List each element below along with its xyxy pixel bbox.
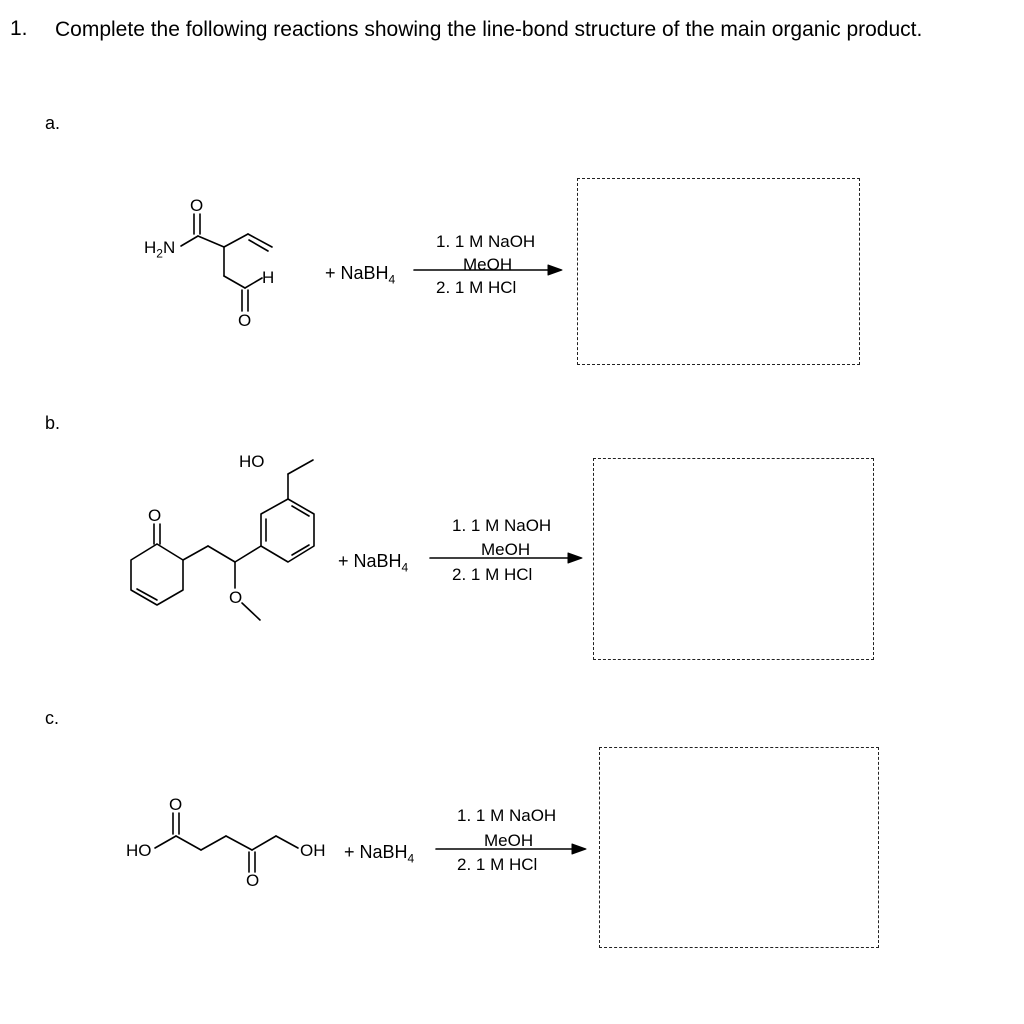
- part-a-aldehyde-oxygen: O: [238, 311, 252, 330]
- part-b-condition-solvent: MeOH: [481, 540, 531, 559]
- part-c-acid-oxygen: O: [169, 795, 183, 814]
- question-text: Complete the following reactions showing the line-bond structure of the main organic product.: [55, 18, 923, 41]
- part-b-reactant-structure: [131, 460, 314, 620]
- part-c-condition-step2: 2. 1 M HCl: [457, 855, 538, 874]
- part-a-answer-box[interactable]: [577, 178, 860, 365]
- part-c-reactant-structure: [155, 813, 298, 872]
- part-c-label: c.: [45, 708, 60, 728]
- part-a-reagent: + NaBH$_4$: [325, 263, 396, 287]
- part-b-hydroxy-label: HO: [239, 452, 265, 471]
- part-a-label: a.: [45, 113, 61, 133]
- part-a-condition-step2: 2. 1 M HCl: [436, 278, 517, 297]
- part-c-reagent: + NaBH$_4$: [344, 842, 415, 866]
- part-b-reagent: + NaBH$_4$: [338, 551, 409, 575]
- part-a-reactant-structure: [181, 214, 275, 311]
- question-number: 1.: [10, 17, 28, 40]
- part-c-acid-hydroxy: HO: [126, 841, 152, 860]
- part-b-condition-step1: 1. 1 M NaOH: [452, 516, 552, 535]
- part-a-amine-label: $H_2N$: [144, 238, 176, 261]
- part-b-ketone-oxygen: O: [148, 506, 162, 525]
- part-c-condition-step1: 1. 1 M NaOH: [457, 806, 557, 825]
- part-b-answer-box[interactable]: [593, 458, 874, 660]
- part-a-carbonyl-oxygen: O: [190, 196, 204, 215]
- part-c-answer-box[interactable]: [599, 747, 879, 948]
- part-b-condition-step2: 2. 1 M HCl: [452, 565, 533, 584]
- part-c-alcohol-label: OH: [300, 841, 326, 860]
- part-a-aldehyde-hydrogen: H: [262, 268, 275, 287]
- part-a-condition-step1: 1. 1 M NaOH: [436, 232, 536, 251]
- part-b-methoxy-oxygen: O: [229, 588, 243, 607]
- part-c-ketone-oxygen: O: [246, 871, 260, 890]
- part-b-label: b.: [45, 413, 61, 433]
- part-a-condition-solvent: MeOH: [463, 255, 513, 274]
- part-c-condition-solvent: MeOH: [484, 831, 534, 850]
